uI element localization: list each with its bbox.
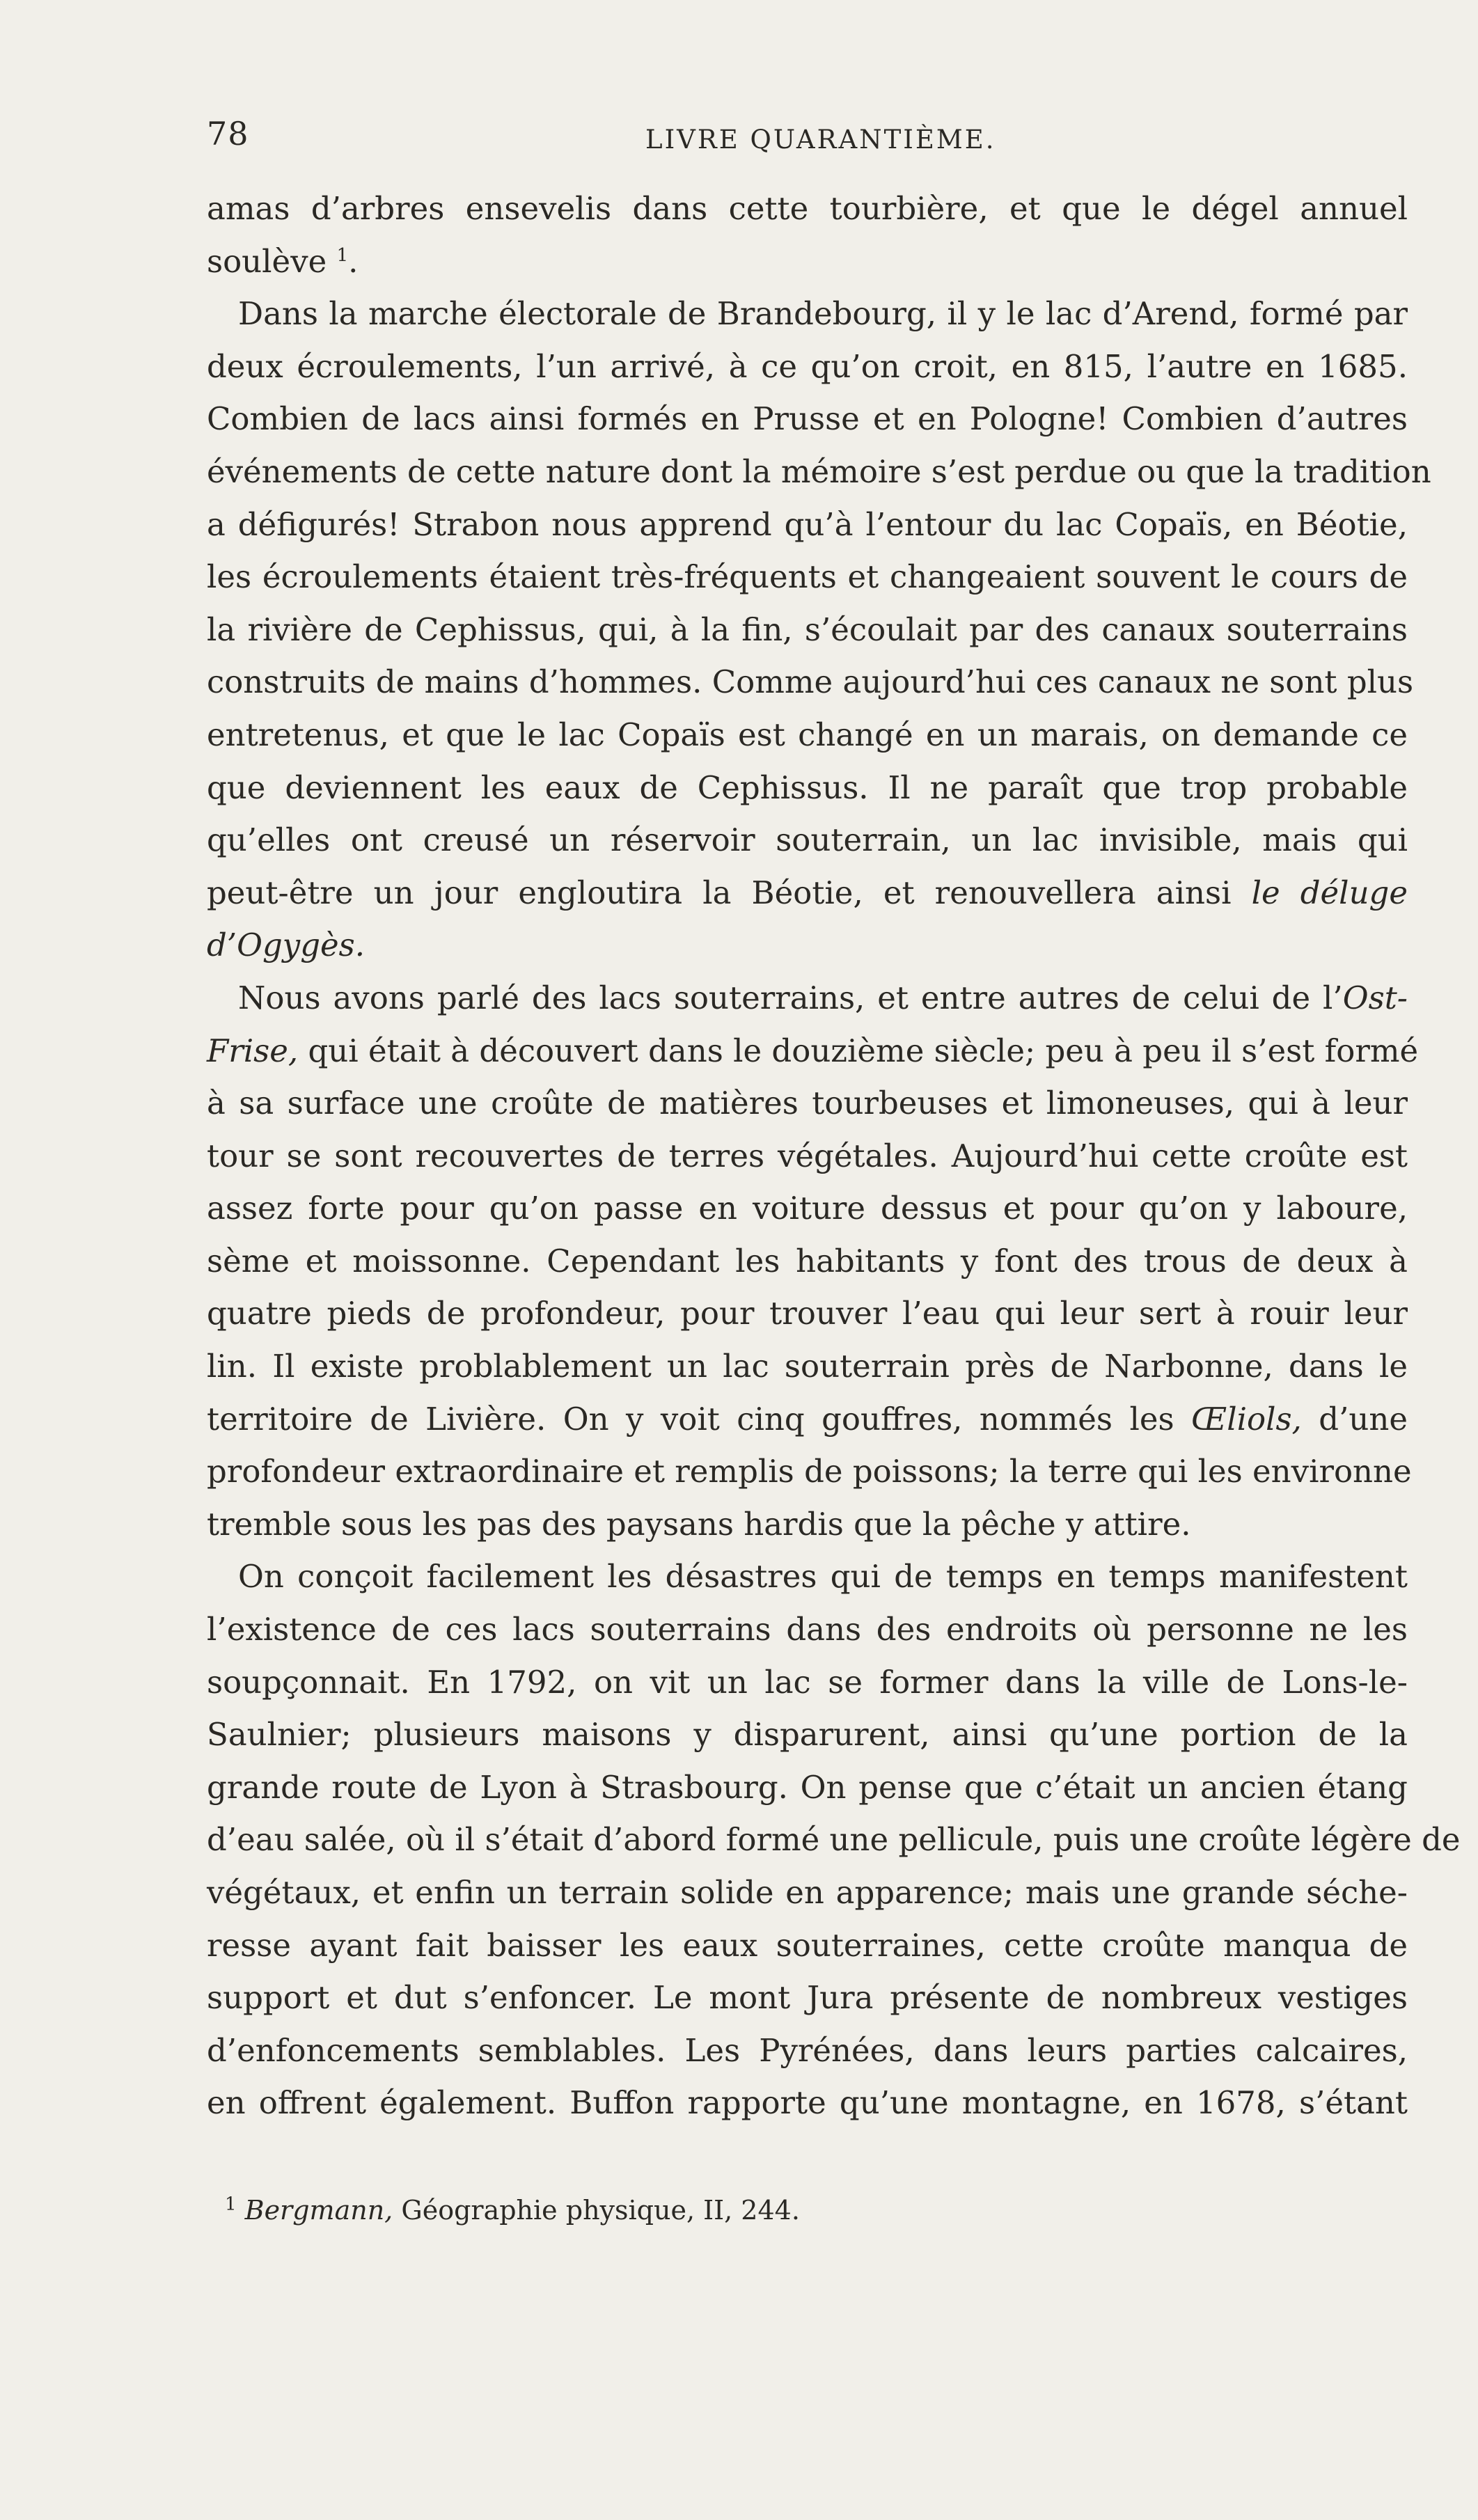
- italic-text: Frise,: [207, 1032, 299, 1069]
- text-line: lin. Il existe problablement un lac souterrain près de Narbonne, dans le: [207, 1348, 1408, 1385]
- text-line: a défigurés! Strabon nous apprend qu’à l’entour du lac Copaïs, en Béotie,: [207, 505, 1408, 543]
- text-line: assez forte pour qu’on passe en voiture dessus et pour qu’on y laboure,: [207, 1190, 1408, 1227]
- text-line: végétaux, et enfin un terrain solide en apparence; mais une grande séche-: [207, 1874, 1408, 1911]
- text-line: support et dut s’enfoncer. Le mont Jura présente de nombreux vestiges: [207, 1979, 1408, 2017]
- italic-text: Œliols,: [1191, 1400, 1302, 1438]
- footnote-marker: 1: [225, 2194, 237, 2215]
- text-line: amas d’arbres ensevelis dans cette tourbière, et que le dégel annuel: [207, 190, 1408, 227]
- footnote-author: Bergmann,: [244, 2195, 393, 2226]
- page-number: 78: [207, 115, 249, 152]
- text-line: Frise, qui était à découvert dans le douzième siècle; peu à peu il s’est formé: [207, 1032, 1419, 1069]
- italic-text: d’Ogygès.: [207, 927, 365, 964]
- text-line: entretenus, et que le lac Copaïs est changé en un marais, on demande ce: [207, 716, 1408, 753]
- text-line: Saulnier; plusieurs maisons y disparurent, ainsi qu’une portion de la: [207, 1716, 1408, 1754]
- text-line: en offrent également. Buffon rapporte qu’une montagne, en 1678, s’étant: [207, 2084, 1408, 2122]
- text-line: Nous avons parlé des lacs souterrains, et entre autres de celui de l’Ost-: [238, 979, 1408, 1016]
- text-line: la rivière de Cephissus, qui, à la fin, s’écoulait par des canaux souterrains: [207, 611, 1408, 648]
- text-line: resse ayant fait baisser les eaux souterraines, cette croûte manqua de: [207, 1926, 1408, 1964]
- text-line: territoire de Livière. On y voit cinq gouffres, nommés les Œliols, d’une: [207, 1400, 1408, 1438]
- text-line: Combien de lacs ainsi formés en Prusse et en Pologne! Combien d’autres: [207, 400, 1408, 438]
- running-title: LIVRE QUARANTIÈME.: [645, 125, 996, 155]
- text-line: On conçoit facilement les désastres qui de temps en temps manifestent: [238, 1558, 1408, 1596]
- footnote-reference: 1: [336, 244, 349, 266]
- text-line: qu’elles ont creusé un réservoir souterrain, un lac invisible, mais qui: [207, 821, 1408, 859]
- footnote: [225, 2193, 800, 2228]
- text-line: que deviennent les eaux de Cephissus. Il ne paraît que trop probable: [207, 769, 1408, 806]
- text-line: l’existence de ces lacs souterrains dans des endroits où personne ne les: [207, 1611, 1408, 1648]
- italic-text: Ost-: [1342, 979, 1408, 1016]
- text-line: événements de cette nature dont la mémoire s’est perdue ou que la tradition: [207, 452, 1431, 490]
- text-line: profondeur extraordinaire et remplis de poissons; la terre qui les environne: [207, 1453, 1412, 1490]
- body-text: [207, 182, 1461, 2129]
- text-line: d’eau salée, où il s’était d’abord formé une pellicule, puis une croûte légère de: [207, 1821, 1461, 1859]
- footnote-text: Géographie physique, II, 244.: [401, 2195, 800, 2226]
- text-line: [207, 919, 1408, 972]
- text-line: tour se sont recouvertes de terres végétales. Aujourd’hui cette croûte est: [207, 1137, 1408, 1174]
- text-line: tremble sous les pas des paysans hardis que la pêche y attire.: [207, 1505, 1191, 1543]
- text-line: à sa surface une croûte de matières tourbeuses et limoneuses, qui à leur: [207, 1085, 1408, 1122]
- text-line: sème et moissonne. Cependant les habitants y font des trous de deux à: [207, 1242, 1408, 1279]
- text-line: construits de mains d’hommes. Comme aujourd’hui ces canaux ne sont plus: [207, 663, 1414, 701]
- text-line: quatre pieds de profondeur, pour trouver l’eau qui leur sert à rouir leur: [207, 1295, 1408, 1332]
- text-line: Dans la marche électorale de Brandebourg, il y le lac d’Arend, formé par: [238, 295, 1408, 333]
- text-line: peut-être un jour engloutira la Béotie, et renouvellera ainsi le déluge: [207, 874, 1408, 911]
- text-line: soulève $^1$.: [207, 242, 359, 280]
- text-line: deux écroulements, l’un arrivé, à ce qu’on croit, en 815, l’autre en 1685.: [207, 347, 1408, 385]
- italic-text: le déluge: [1251, 874, 1408, 911]
- running-head: [207, 115, 1408, 164]
- text-line: grande route de Lyon à Strasbourg. On pense que c’était un ancien étang: [207, 1768, 1408, 1806]
- text-line: les écroulements étaient très-fréquents et changeaient souvent le cours de: [207, 558, 1408, 596]
- text-line: soupçonnait. En 1792, on vit un lac se former dans la ville de Lons-le-: [207, 1663, 1408, 1701]
- text-line: d’enfoncements semblables. Les Pyrénées, dans leurs parties calcaires,: [207, 2031, 1408, 2069]
